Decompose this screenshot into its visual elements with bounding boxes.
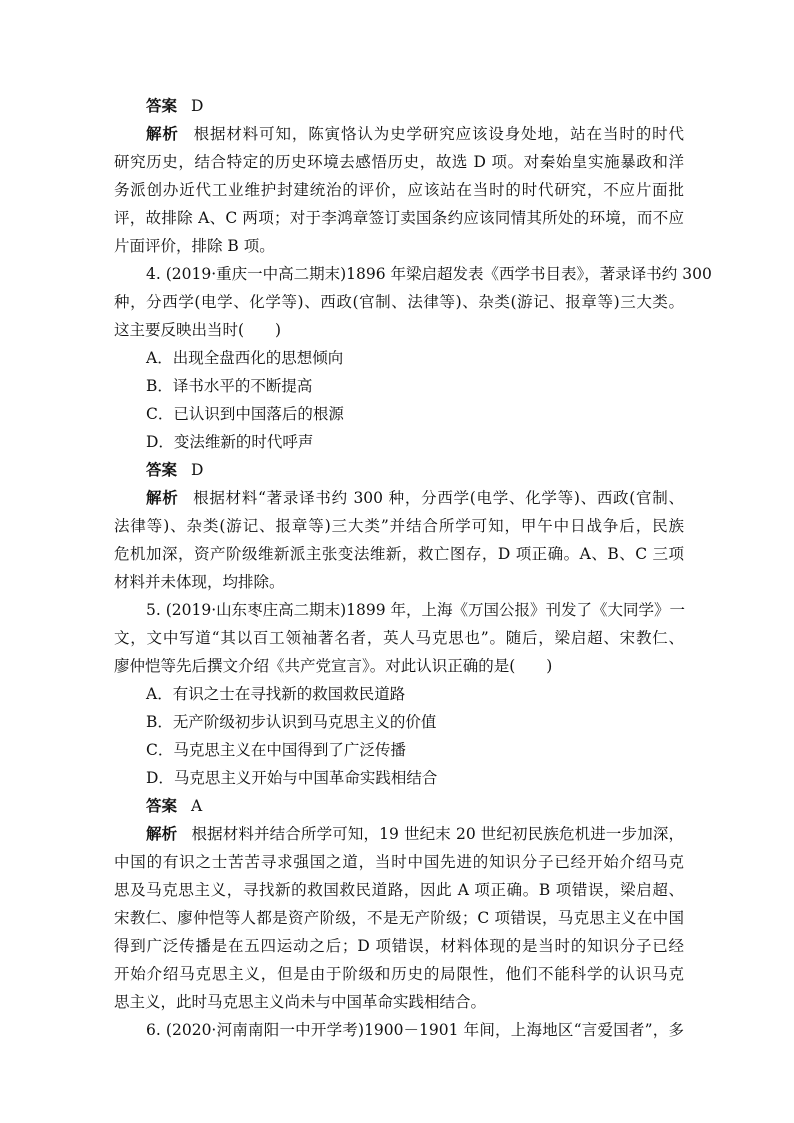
- option-a: A．出现全盘西化的思想倾向: [146, 349, 344, 367]
- question-stem-line: 种，分西学(电学、化学等)、西政(官制、法律等)、杂类(游记、报章等)三大类。: [114, 293, 684, 311]
- answer-label: 答案: [146, 797, 178, 815]
- answer-line: [114, 792, 684, 820]
- analysis-label: 解析: [146, 125, 179, 143]
- question-stem-line: 廖仲恺等先后撰文介绍《共产党宣言》。对此认识正确的是( ): [114, 657, 553, 675]
- analysis-line: 宋教仁、廖仲恺等人都是资产阶级，不是无产阶级；C 项错误，马克思主义在中国: [114, 909, 684, 927]
- analysis-line: 思主义，此时马克思主义尚未与中国革命实践相结合。: [114, 993, 487, 1011]
- answer-value: A: [191, 797, 203, 815]
- analysis-line: [114, 820, 684, 848]
- analysis-line: 得到广泛传播是在五四运动之后；D 项错误，材料体现的是当时的知识分子已经: [114, 937, 684, 955]
- analysis-line: 危机加深，资产阶级维新派主张变法维新，救亡图存，D 项正确。A、B、C 三项: [114, 545, 684, 563]
- option-d: D．马克思主义开始与中国革命实践相结合: [146, 769, 438, 787]
- answer-label: 答案: [146, 461, 178, 479]
- option-d: D．变法维新的时代呼声: [146, 433, 314, 451]
- analysis-label: 解析: [146, 825, 178, 843]
- answer-line: [114, 456, 684, 484]
- analysis-text: 根据材料“著录译书约 300 种，分西学(电学、化学等)、西政(官制、: [192, 489, 684, 507]
- analysis-line: 研究历史，结合特定的历史环境去感悟历史，故选 D 项。对秦始皇实施暴政和洋: [114, 153, 684, 171]
- analysis-line: 开始介绍马克思主义，但是由于阶级和历史的局限性，他们不能科学的认识马克: [114, 965, 684, 983]
- analysis-line: 片面评价，排除 B 项。: [114, 237, 275, 255]
- analysis-line: 中国的有识之士苦苦寻求强国之道，当时中国先进的知识分子已经开始介绍马克: [114, 853, 684, 871]
- document-body: [114, 92, 712, 1044]
- question-stem-line: 6. (2020·河南南阳一中开学考)1900－1901 年间，上海地区“言爱国者”，多: [146, 1021, 684, 1039]
- question-stem-line: 5. (2019·山东枣庄高二期末)1899 年，上海《万国公报》刊发了《大同学》一: [146, 601, 686, 619]
- option-a: A．有识之士在寻找新的救国救民道路: [146, 685, 406, 703]
- analysis-line: 法律等)、杂类(游记、报章等)三大类”并结合所学可知，甲午中日战争后，民族: [114, 517, 684, 535]
- analysis-label: 解析: [146, 489, 179, 507]
- analysis-line: 务派创办近代工业维护封建统治的评价，应该站在当时的时代研究，不应片面批: [114, 181, 684, 199]
- analysis-text: 根据材料并结合所学可知，19 世纪末 20 世纪初民族危机进一步加深，: [191, 825, 684, 843]
- option-c: C．已认识到中国落后的根源: [146, 405, 344, 423]
- question-stem-line: 这主要反映出当时( ): [114, 321, 282, 339]
- question-stem-line: 4. (2019·重庆一中高二期末)1896 年梁启超发表《西学书目表》，著录译书约 300: [146, 265, 712, 283]
- analysis-line: [114, 484, 684, 512]
- answer-value: D: [191, 461, 204, 479]
- analysis-line: 思及马克思主义，寻找新的救国救民道路，因此 A 项正确。B 项错误，梁启超、: [114, 881, 684, 899]
- analysis-text: 根据材料可知，陈寅恪认为史学研究应该设身处地，站在当时的时代: [192, 125, 684, 143]
- analysis-line: 材料并未体现，均排除。: [114, 573, 285, 591]
- option-c: C．马克思主义在中国得到了广泛传播: [146, 741, 406, 759]
- answer-line: [114, 92, 684, 120]
- option-b: B．译书水平的不断提高: [146, 377, 313, 395]
- answer-label: 答案: [146, 97, 178, 115]
- analysis-line: [114, 120, 684, 148]
- answer-value: D: [191, 97, 204, 115]
- option-b: B．无产阶级初步认识到马克思主义的价值: [146, 713, 437, 731]
- analysis-line: 评，故排除 A、C 两项；对于李鸿章签订卖国条约应该同情其所处的环境，而不应: [114, 209, 684, 227]
- question-stem-line: 文，文中写道“其以百工领袖著名者，英人马克思也”。随后，梁启超、宋教仁、: [114, 629, 684, 647]
